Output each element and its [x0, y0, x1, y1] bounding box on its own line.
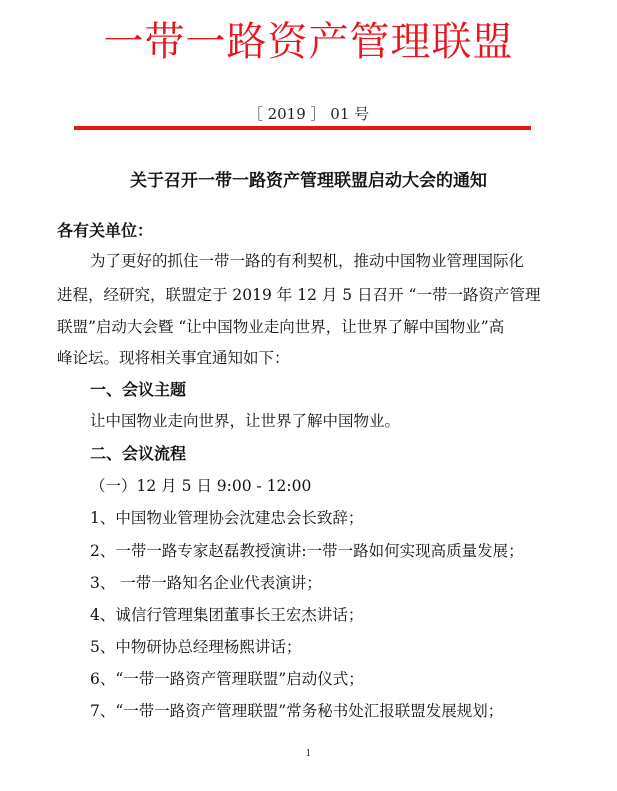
agenda-item: 2、一带一路专家赵磊教授演讲:一带一路如何实现高质量发展；: [90, 542, 524, 560]
intro-line-4: 峰论坛。现将相关事宜通知如下：: [57, 349, 290, 367]
intro-line-1: 为了更好的抓住一带一路的有利契机，推动中国物业管理国际化: [90, 252, 525, 270]
section-1-heading: 一、会议主题: [90, 380, 187, 399]
session-time: （一）12 月 5 日 9:00 - 12:00: [90, 477, 312, 495]
salutation: 各有关单位：: [57, 221, 154, 240]
document-number: ［ 2019 ］ 01 号: [247, 105, 370, 123]
agenda-item: 4、诚信行管理集团董事长王宏杰讲话；: [90, 606, 364, 624]
agenda-item: 5、中物研协总经理杨熙讲话；: [90, 638, 302, 656]
organization-title: 一带一路资产管理联盟: [103, 19, 514, 65]
agenda-item: 7、“一带一路资产管理联盟”常务秘书处汇报联盟发展规划；: [90, 702, 504, 720]
agenda-item: 3、 一带一路知名企业代表演讲；: [90, 574, 322, 592]
red-header-rule: [74, 126, 531, 130]
section-1-text: 让中国物业走向世界，让世界了解中国物业。: [90, 412, 401, 430]
intro-line-3: 联盟”启动大会暨 “让中国物业走向世界，让世界了解中国物业”高: [57, 318, 505, 336]
intro-line-2: 进程，经研究，联盟定于 2019 年 12 月 5 日召开 “一带一路资产管理: [57, 286, 541, 304]
section-2-heading: 二、会议流程: [90, 444, 187, 463]
agenda-item: 1、中国物业管理协会沈建忠会长致辞；: [90, 509, 364, 527]
agenda-item: 6、“一带一路资产管理联盟”启动仪式；: [90, 670, 364, 688]
page-number: 1: [305, 749, 312, 759]
notice-title: 关于召开一带一路资产管理联盟启动大会的通知: [130, 171, 487, 191]
